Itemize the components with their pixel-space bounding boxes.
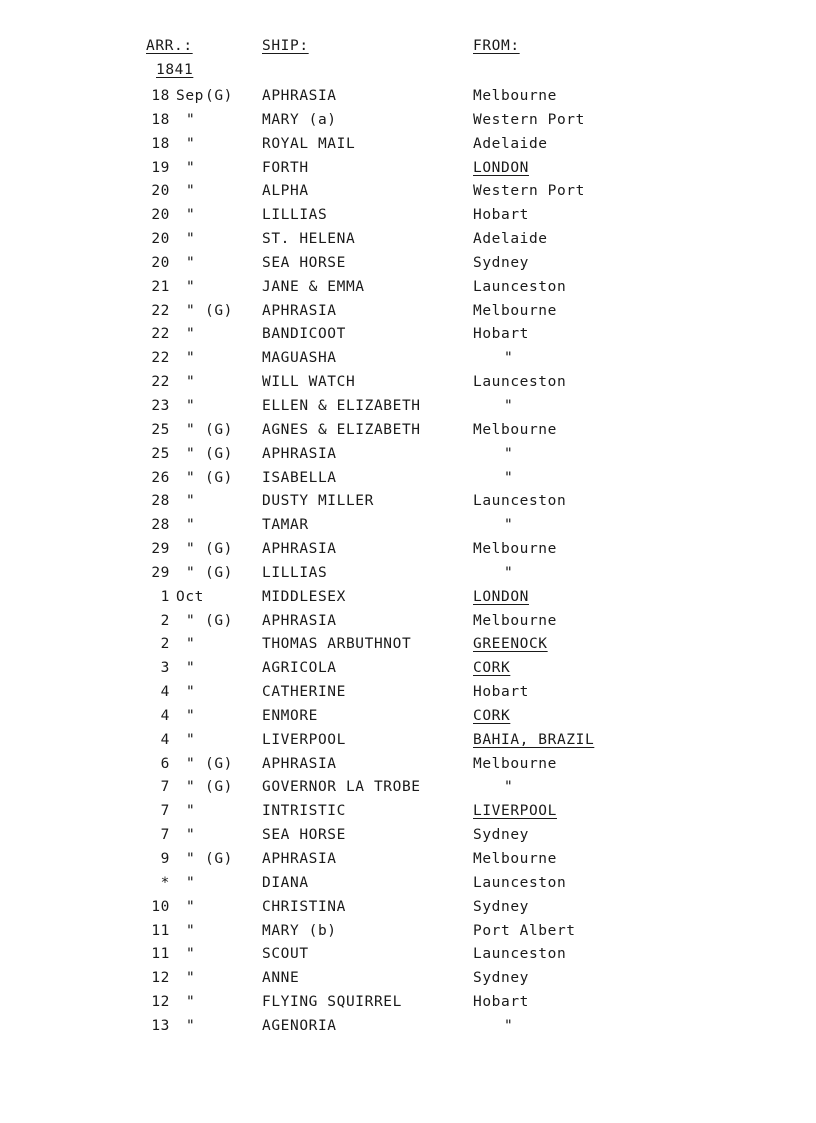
- ship-name: THOMAS ARBUTHNOT: [262, 636, 412, 653]
- ship-name: FORTH: [262, 159, 309, 176]
- table-row: [0, 706, 816, 730]
- arrivals-list: [0, 86, 816, 1040]
- from-port: ": [504, 564, 514, 581]
- ship-name: GOVERNOR LA TROBE: [262, 779, 421, 796]
- arrival-day: 11: [151, 946, 170, 963]
- from-port: BAHIA, BRAZIL: [473, 731, 595, 748]
- arrival-month: ": [186, 803, 196, 820]
- arrival-day: 4: [160, 684, 170, 701]
- ship-name: SEA HORSE: [262, 254, 346, 271]
- ship-name: MARY (a): [262, 111, 337, 128]
- ship-name: CATHERINE: [262, 684, 346, 701]
- from-port: ": [504, 397, 514, 414]
- table-row: [0, 372, 816, 396]
- arrival-day: 22: [151, 302, 170, 319]
- arrival-day: 4: [160, 707, 170, 724]
- arrival-day: 18: [151, 111, 170, 128]
- from-port: Melbourne: [473, 541, 557, 558]
- g-flag: (G): [205, 445, 233, 462]
- arrival-month: ": [186, 684, 196, 701]
- from-port: Sydney: [473, 254, 529, 271]
- arrival-day: 12: [151, 970, 170, 987]
- table-row: [0, 730, 816, 754]
- table-row: [0, 1016, 816, 1040]
- table-row: [0, 992, 816, 1016]
- arrival-day: 22: [151, 350, 170, 367]
- from-port: Western Port: [473, 183, 585, 200]
- arrival-day: 28: [151, 493, 170, 510]
- table-row: [0, 468, 816, 492]
- from-port: Hobart: [473, 207, 529, 224]
- arrival-day: 26: [151, 469, 170, 486]
- arrival-day: 29: [151, 564, 170, 581]
- from-port: Hobart: [473, 326, 529, 343]
- arrival-day: 20: [151, 231, 170, 248]
- table-row: [0, 777, 816, 801]
- arrival-month: ": [186, 612, 196, 629]
- ship-name: MARY (b): [262, 922, 337, 939]
- ship-name: CHRISTINA: [262, 898, 346, 915]
- arrival-month: ": [186, 517, 196, 534]
- table-row: [0, 682, 816, 706]
- arrival-month: ": [186, 231, 196, 248]
- ship-name: LILLIAS: [262, 564, 328, 581]
- table-row: [0, 515, 816, 539]
- table-row: [0, 301, 816, 325]
- from-port: Melbourne: [473, 851, 557, 867]
- from-port: Melbourne: [473, 755, 557, 772]
- arrival-day: 28: [151, 517, 170, 534]
- from-port: CORK: [473, 660, 511, 677]
- ship-name: SCOUT: [262, 946, 309, 963]
- arrival-day: 20: [151, 183, 170, 200]
- arrival-day: 19: [151, 159, 170, 176]
- ship-name: INTRISTIC: [262, 803, 346, 820]
- table-row: [0, 611, 816, 635]
- table-row: [0, 86, 816, 110]
- from-port: ": [504, 779, 514, 796]
- ship-name: MIDDLESEX: [262, 588, 346, 605]
- arrival-day: 22: [151, 326, 170, 343]
- arrival-month: ": [186, 374, 196, 391]
- arrival-month: ": [186, 445, 196, 462]
- from-port: Launceston: [473, 874, 567, 891]
- arrival-month: ": [186, 898, 196, 915]
- table-row: [0, 110, 816, 134]
- table-row: [0, 944, 816, 968]
- ship-name: ANNE: [262, 970, 300, 987]
- g-flag: (G): [205, 755, 233, 772]
- arrival-month: ": [186, 493, 196, 510]
- arrival-month: Sep: [176, 88, 204, 104]
- arrival-month: ": [186, 564, 196, 581]
- from-port: Adelaide: [473, 231, 548, 248]
- table-row: [0, 253, 816, 277]
- table-row: [0, 324, 816, 348]
- from-port: GREENOCK: [473, 636, 548, 653]
- ship-name: APHRASIA: [262, 755, 337, 772]
- arrival-month: ": [186, 922, 196, 939]
- from-port: Sydney: [473, 898, 529, 915]
- table-row: [0, 634, 816, 658]
- ship-name: MAGUASHA: [262, 350, 337, 367]
- ship-name: ROYAL MAIL: [262, 135, 356, 152]
- ship-name: AGENORIA: [262, 1017, 337, 1034]
- arrival-month: ": [186, 851, 196, 867]
- arrival-month: ": [186, 970, 196, 987]
- arrival-day: 7: [160, 827, 170, 844]
- ship-name: SEA HORSE: [262, 827, 346, 844]
- arrival-month: ": [186, 278, 196, 295]
- ship-name: ELLEN & ELIZABETH: [262, 397, 421, 414]
- arrival-day: 2: [160, 612, 170, 629]
- table-row: [0, 921, 816, 945]
- arrival-month: ": [186, 469, 196, 486]
- arrival-month: ": [186, 874, 196, 891]
- table-row: [0, 563, 816, 587]
- g-flag: (G): [205, 541, 233, 558]
- arrival-month: ": [186, 636, 196, 653]
- ship-name: FLYING SQUIRREL: [262, 994, 402, 1011]
- arrival-month: ": [186, 397, 196, 414]
- table-row: [0, 968, 816, 992]
- from-port: Western Port: [473, 111, 585, 128]
- arrival-day: 7: [160, 803, 170, 820]
- arrival-month: ": [186, 1017, 196, 1034]
- from-port: Launceston: [473, 493, 567, 510]
- arrival-day: 20: [151, 207, 170, 224]
- table-row: [0, 134, 816, 158]
- header-from: FROM:: [473, 38, 520, 54]
- arrival-day: 2: [160, 636, 170, 653]
- from-port: ": [504, 1017, 514, 1034]
- from-port: Sydney: [473, 970, 529, 987]
- arrival-month: ": [186, 302, 196, 319]
- table-row: [0, 825, 816, 849]
- arrival-month: Oct: [176, 588, 204, 605]
- arrival-day: 18: [151, 88, 170, 104]
- g-flag: (G): [205, 469, 233, 486]
- arrival-month: ": [186, 994, 196, 1011]
- ship-name: APHRASIA: [262, 541, 337, 558]
- arrival-month: ": [186, 421, 196, 438]
- ship-name: APHRASIA: [262, 612, 337, 629]
- table-row: [0, 205, 816, 229]
- arrival-day: 22: [151, 374, 170, 391]
- from-port: LIVERPOOL: [473, 803, 557, 820]
- arrival-month: ": [186, 755, 196, 772]
- arrival-day: 21: [151, 278, 170, 295]
- arrival-month: ": [186, 111, 196, 128]
- ship-name: DIANA: [262, 874, 309, 891]
- arrival-month: ": [186, 254, 196, 271]
- from-port: ": [504, 517, 514, 534]
- arrival-day: 12: [151, 994, 170, 1011]
- table-row: [0, 491, 816, 515]
- ship-name: APHRASIA: [262, 851, 337, 867]
- table-row: [0, 396, 816, 420]
- table-row: [0, 801, 816, 825]
- arrival-day: 18: [151, 135, 170, 152]
- arrival-month: ": [186, 135, 196, 152]
- ship-name: APHRASIA: [262, 302, 337, 319]
- table-row: [0, 658, 816, 682]
- ship-name: ISABELLA: [262, 469, 337, 486]
- arrival-day: 4: [160, 731, 170, 748]
- ship-name: DUSTY MILLER: [262, 493, 374, 510]
- table-row: [0, 444, 816, 468]
- table-row: [0, 587, 816, 611]
- arrival-month: ": [186, 326, 196, 343]
- arrival-day: 1: [160, 588, 170, 605]
- from-port: Launceston: [473, 946, 567, 963]
- g-flag: (G): [205, 88, 233, 104]
- header-arr: ARR.:: [146, 38, 193, 54]
- ship-name: AGNES & ELIZABETH: [262, 421, 421, 438]
- table-row: [0, 539, 816, 563]
- from-port: Melbourne: [473, 302, 557, 319]
- from-port: CORK: [473, 707, 511, 724]
- ship-name: AGRICOLA: [262, 660, 337, 677]
- from-port: Hobart: [473, 994, 529, 1011]
- ship-name: APHRASIA: [262, 445, 337, 462]
- from-port: Sydney: [473, 827, 529, 844]
- arrival-month: ": [186, 707, 196, 724]
- g-flag: (G): [205, 564, 233, 581]
- arrival-day: 11: [151, 922, 170, 939]
- from-port: Melbourne: [473, 421, 557, 438]
- from-port: ": [504, 469, 514, 486]
- from-port: Adelaide: [473, 135, 548, 152]
- table-row: [0, 420, 816, 444]
- table-row: [0, 897, 816, 921]
- arrival-month: ": [186, 207, 196, 224]
- header-ship: SHIP:: [262, 38, 309, 54]
- ship-name: ALPHA: [262, 183, 309, 200]
- arrival-day: 3: [160, 660, 170, 677]
- table-row: [0, 277, 816, 301]
- from-port: ": [504, 350, 514, 367]
- from-port: LONDON: [473, 159, 529, 176]
- from-port: Melbourne: [473, 612, 557, 629]
- arrival-day: 13: [151, 1017, 170, 1034]
- g-flag: (G): [205, 851, 233, 867]
- arrival-month: ": [186, 946, 196, 963]
- arrival-day: 6: [160, 755, 170, 772]
- table-row: [0, 873, 816, 897]
- year-label: 1841: [156, 62, 194, 78]
- arrival-day: *: [160, 874, 170, 891]
- arrival-day: 7: [160, 779, 170, 796]
- ship-name: BANDICOOT: [262, 326, 346, 343]
- arrival-month: ": [186, 350, 196, 367]
- arrival-day: 25: [151, 445, 170, 462]
- g-flag: (G): [205, 779, 233, 796]
- from-port: Hobart: [473, 684, 529, 701]
- ship-name: ENMORE: [262, 707, 318, 724]
- ship-name: APHRASIA: [262, 88, 337, 104]
- arrival-month: ": [186, 731, 196, 748]
- g-flag: (G): [205, 302, 233, 319]
- ship-name: WILL WATCH: [262, 374, 356, 391]
- from-port: Melbourne: [473, 88, 557, 104]
- arrival-day: 29: [151, 541, 170, 558]
- ship-name: LILLIAS: [262, 207, 328, 224]
- arrival-month: ": [186, 660, 196, 677]
- from-port: Port Albert: [473, 922, 576, 939]
- arrival-day: 9: [160, 851, 170, 867]
- g-flag: (G): [205, 421, 233, 438]
- table-row: [0, 158, 816, 182]
- from-port: Launceston: [473, 374, 567, 391]
- arrival-day: 23: [151, 397, 170, 414]
- ship-name: TAMAR: [262, 517, 309, 534]
- table-row: [0, 181, 816, 205]
- g-flag: (G): [205, 612, 233, 629]
- table-row: [0, 754, 816, 778]
- table-row: [0, 849, 816, 873]
- arrival-month: ": [186, 159, 196, 176]
- arrival-day: 10: [151, 898, 170, 915]
- from-port: LONDON: [473, 588, 529, 605]
- from-port: ": [504, 445, 514, 462]
- ship-name: ST. HELENA: [262, 231, 356, 248]
- arrival-month: ": [186, 541, 196, 558]
- from-port: Launceston: [473, 278, 567, 295]
- ship-name: LIVERPOOL: [262, 731, 346, 748]
- table-row: [0, 229, 816, 253]
- table-row: [0, 348, 816, 372]
- ship-name: JANE & EMMA: [262, 278, 365, 295]
- arrival-month: ": [186, 827, 196, 844]
- arrival-day: 25: [151, 421, 170, 438]
- arrival-month: ": [186, 183, 196, 200]
- arrival-day: 20: [151, 254, 170, 271]
- arrival-month: ": [186, 779, 196, 796]
